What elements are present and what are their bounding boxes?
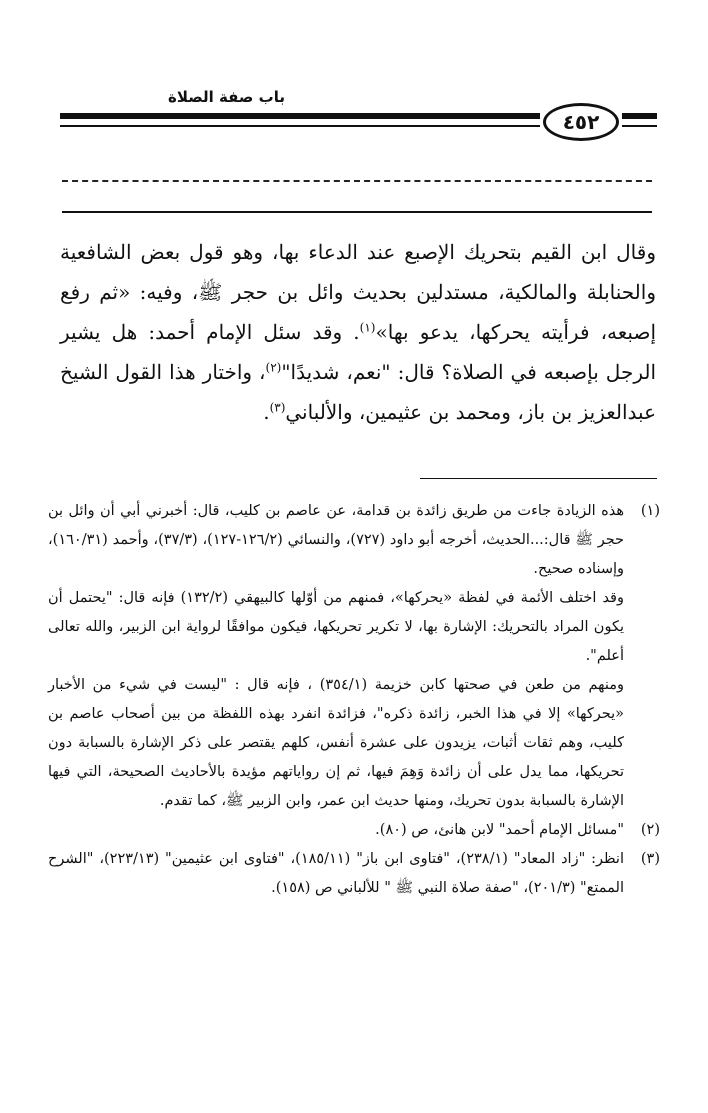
- footnote-3: [48, 845, 660, 903]
- footnote-2: [48, 816, 660, 845]
- footnote-ref-2: (٢): [265, 360, 282, 375]
- footnote-1-number: (١): [640, 503, 660, 519]
- footnote-1-paragraph-1: هذه الزيادة جاءت من طريق زائدة بن قدامة، عن عاصم بن كليب، قال: أخبرني أبي أن وائل بن حجر ﷺ قال:...الحديث، أخرجه أبو داود (٧٢٧)، والنسائي (١٢٦/٢-١٢٧)، (٣٧/٣)، وأحمد (١٦٠/٣١)، وإسناده صحيح.: [48, 503, 625, 577]
- page-number-oval: [543, 103, 619, 141]
- main-text-part-1: وقال ابن القيم بتحريك الإصبع عند الدعاء بها، وهو قول بعض الشافعية والحنابلة والمالكية، مستدلين بحديث وائل بن حجر ﷺ، وفيه: «ثم رفع إصبعه، فرأيته يحركها، يدعو بها»: [60, 240, 656, 344]
- page-number: ٤٥٢: [562, 110, 600, 134]
- footnotes: [48, 497, 660, 903]
- footnote-2-text: "مسائل الإمام أحمد" لابن هانئ، ص (٨٠).: [375, 822, 624, 838]
- main-paragraph: [60, 232, 656, 432]
- header-rule-thick-right: [622, 113, 657, 119]
- dashed-divider: [62, 180, 652, 182]
- footnote-3-number: (٣): [640, 851, 660, 867]
- footnote-1-paragraph-3: ومنهم من طعن في صحتها كابن خزيمة (٣٥٤/١) ، فإنه قال : "ليست في شيء من الأخبار «يحركها» إلا في هذا الخبر، زائدة ذكره"، فزائدة انفرد بهذه اللفظة من بين أصحاب عاصم بن كليب، وهم ثقات أثبات، يزيدون على عشرة أنفس، كلهم يقتصر على ذكر الإشارة بالسبابة دون تحريكها، مما يدل على أن زائدة وَهِمَ فيها، ثم إن رواياتهم مؤيدة بالأحاديث الصحيحة، التي فيها الإشارة بالسبابة بدون تحريك، ومنها حديث ابن عمر، وابن الزبير ﷺ، كما تقدم.: [48, 677, 624, 809]
- footnote-1: [48, 497, 660, 816]
- header-rule-thin: [60, 125, 540, 127]
- header-rule-thick: [60, 113, 540, 119]
- footnote-3-text: انظر: "زاد المعاد" (٢٣٨/١)، "فتاوى ابن باز" (١٨٥/١١)، "فتاوى ابن عثيمين" (٢٢٣/١٣)، "الشرح الممتع" (٢٠١/٣)، "صفة صلاة النبي ﷺ " للألباني ص (١٥٨).: [48, 851, 624, 896]
- footnote-1-paragraph-2: وقد اختلف الأئمة في لفظة «يحركها»، فمنهم من أوّلها كالبيهقي (١٣٢/٢) فإنه قال: "يحتمل أن يكون المراد بالتحريك: الإشارة بها، لا تكرير تحريكها، فيكون موافقًا لرواية ابن الزبير، والله تعالى أعلم".: [48, 590, 624, 664]
- text-top-rule: [62, 211, 652, 213]
- main-text-part-4: .: [263, 400, 270, 424]
- chapter-title: باب صفة الصلاة: [168, 88, 285, 106]
- footnote-ref-1: (١): [359, 320, 376, 335]
- header-rule-thin-right: [622, 125, 657, 127]
- main-text-part-3: ، واختار هذا القول الشيخ عبدالعزيز بن باز، ومحمد بن عثيمين، والألباني: [60, 360, 656, 424]
- footnote-separator: [420, 478, 657, 479]
- footnote-2-number: (٢): [640, 822, 660, 838]
- footnote-ref-3: (٣): [269, 400, 286, 415]
- main-text-part-2: . وقد سئل الإمام أحمد: هل يشير الرجل بإصبعه في الصلاة؟ قال: "نعم، شديدًا": [60, 320, 657, 384]
